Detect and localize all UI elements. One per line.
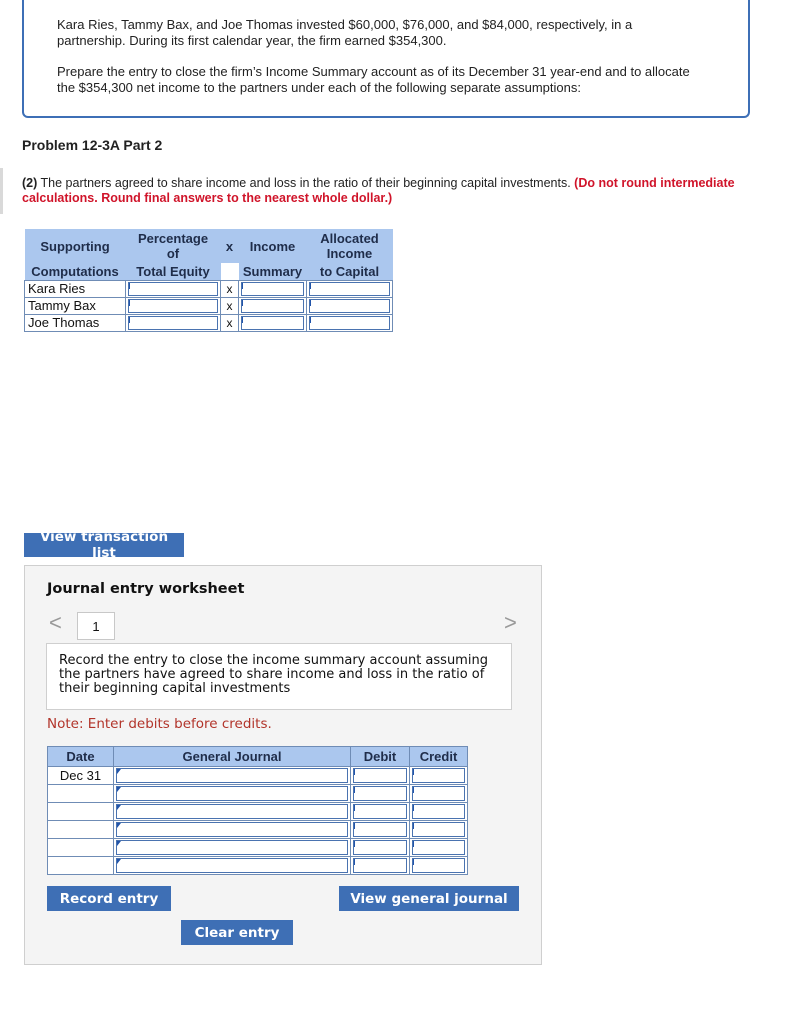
header-allocated-line1: Allocated xyxy=(320,231,379,246)
scenario-text: Kara Ries, Tammy Bax, and Joe Thomas invested $60,000, $76,000, and $84,000, respectively, in a partnership. During its first calendar year, the firm earned $354,300. xyxy=(57,17,633,48)
journal-row xyxy=(48,803,468,821)
instructions-box xyxy=(22,0,750,118)
question-body: The partners agreed to share income and loss in the ratio of their beginning capital investments. xyxy=(37,176,575,190)
percentage-input[interactable] xyxy=(126,280,221,297)
task-text: Prepare the entry to close the firm’s Income Summary account as of its December 31 year-end and to allocate the $354,300 net income to the partners under each of the following separate assumptions: xyxy=(57,64,690,95)
journal-table xyxy=(47,746,468,875)
header-allocated xyxy=(307,229,393,263)
header-total-equity: Total Equity xyxy=(126,263,221,280)
header-credit: Credit xyxy=(410,747,468,767)
date-cell xyxy=(48,857,114,875)
question-marker xyxy=(0,168,3,214)
credit-input[interactable] xyxy=(410,857,468,875)
account-select[interactable] xyxy=(114,821,351,839)
date-cell xyxy=(48,803,114,821)
partner-name: Tammy Bax xyxy=(25,297,126,314)
header-percentage-line1: Percentage xyxy=(137,231,209,246)
date-cell xyxy=(48,785,114,803)
credit-input[interactable] xyxy=(410,821,468,839)
debit-input[interactable] xyxy=(351,857,410,875)
income-summary-input[interactable] xyxy=(239,297,307,314)
partner-name: Joe Thomas xyxy=(25,314,126,331)
debit-input[interactable] xyxy=(351,785,410,803)
allocated-income-input[interactable] xyxy=(307,314,393,331)
credit-input[interactable] xyxy=(410,839,468,857)
account-select[interactable] xyxy=(114,857,351,875)
header-date: Date xyxy=(48,747,114,767)
header-blank xyxy=(221,263,239,280)
header-debit: Debit xyxy=(351,747,410,767)
header-multiply: x xyxy=(221,229,239,263)
problem-title: Problem 12-3A Part 2 xyxy=(22,137,163,153)
debits-note: Note: Enter debits before credits. xyxy=(47,716,272,732)
worksheet-title: Journal entry worksheet xyxy=(47,581,245,597)
chevron-right-icon[interactable]: > xyxy=(504,610,517,635)
date-cell xyxy=(48,839,114,857)
credit-input[interactable] xyxy=(410,767,468,785)
allocated-income-input[interactable] xyxy=(307,280,393,297)
account-select[interactable] xyxy=(114,767,351,785)
date-cell xyxy=(48,821,114,839)
journal-row xyxy=(48,839,468,857)
income-summary-input[interactable] xyxy=(239,280,307,297)
percentage-input[interactable] xyxy=(126,297,221,314)
partner-row xyxy=(25,314,393,331)
question-number: (2) xyxy=(22,176,38,190)
income-summary-input[interactable] xyxy=(239,314,307,331)
view-transaction-list-button[interactable]: View transaction list xyxy=(24,533,184,557)
debit-input[interactable] xyxy=(351,803,410,821)
credit-input[interactable] xyxy=(410,803,468,821)
supporting-computations-table xyxy=(24,229,393,332)
header-allocated-line2: Income xyxy=(326,246,373,261)
entry-instruction: Record the entry to close the income summary account assuming the partners have agreed to share income and loss in the ratio of their beginning capital investments xyxy=(46,643,512,710)
debit-input[interactable] xyxy=(351,767,410,785)
header-percentage xyxy=(126,229,221,263)
header-summary: Summary xyxy=(239,263,307,280)
partner-row xyxy=(25,297,393,314)
account-select[interactable] xyxy=(114,839,351,857)
journal-row xyxy=(48,821,468,839)
multiply-sign: x xyxy=(221,297,239,314)
allocated-income-input[interactable] xyxy=(307,297,393,314)
date-cell: Dec 31 xyxy=(48,767,114,785)
rounding-note: (Do not round intermediate calculations. Round final answers to the nearest whole dollar.) xyxy=(22,176,735,205)
clear-entry-button[interactable]: Clear entry xyxy=(181,920,293,945)
entry-page-tab[interactable]: 1 xyxy=(77,612,115,640)
journal-row xyxy=(48,785,468,803)
header-computations: Computations xyxy=(25,263,126,280)
partner-row xyxy=(25,280,393,297)
multiply-sign: x xyxy=(221,314,239,331)
journal-row xyxy=(48,767,468,785)
debit-input[interactable] xyxy=(351,839,410,857)
question-text xyxy=(22,176,752,206)
header-percentage-line2: of xyxy=(166,246,180,261)
debit-input[interactable] xyxy=(351,821,410,839)
multiply-sign: x xyxy=(221,280,239,297)
header-to-capital: to Capital xyxy=(307,263,393,280)
partner-name: Kara Ries xyxy=(25,280,126,297)
header-general-journal: General Journal xyxy=(114,747,351,767)
account-select[interactable] xyxy=(114,803,351,821)
credit-input[interactable] xyxy=(410,785,468,803)
header-income: Income xyxy=(239,229,307,263)
journal-row xyxy=(48,857,468,875)
percentage-input[interactable] xyxy=(126,314,221,331)
header-supporting: Supporting xyxy=(25,229,126,263)
account-select[interactable] xyxy=(114,785,351,803)
view-general-journal-button[interactable]: View general journal xyxy=(339,886,519,911)
record-entry-button[interactable]: Record entry xyxy=(47,886,171,911)
chevron-left-icon[interactable]: < xyxy=(49,610,62,635)
